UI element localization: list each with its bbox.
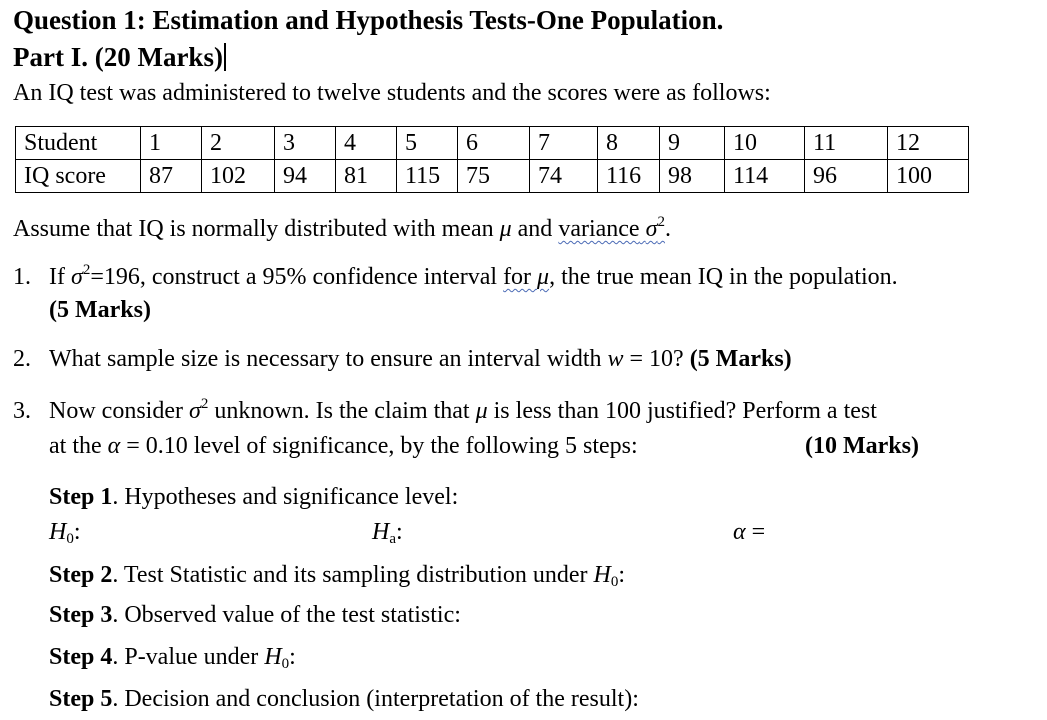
- step-4-label: Step 4: [49, 644, 113, 670]
- q3-text-1: Now consider: [49, 398, 189, 424]
- student-cell: 12: [888, 127, 969, 160]
- alpha-field: [733, 517, 765, 547]
- score-cell: 98: [660, 160, 725, 193]
- step-5: [49, 684, 639, 714]
- student-cell: 9: [660, 127, 725, 160]
- step-2-colon: :: [618, 562, 626, 588]
- score-cell: 100: [888, 160, 969, 193]
- variance-word: variance: [558, 216, 640, 242]
- student-cell: 3: [275, 127, 336, 160]
- q2-text: What sample size is necessary to ensure an interval width: [49, 346, 608, 372]
- question-2-marks: (5 Marks): [689, 346, 792, 372]
- h0-symbol: H: [264, 644, 282, 670]
- score-header-cell: IQ score: [16, 160, 141, 193]
- step-1-text: . Hypotheses and significance level:: [112, 484, 459, 510]
- student-cell: 4: [336, 127, 397, 160]
- score-cell: 81: [336, 160, 397, 193]
- width-symbol: w: [607, 346, 624, 372]
- question-1-number: 1.: [13, 264, 31, 290]
- score-row: [16, 160, 969, 193]
- text-cursor: [224, 43, 226, 71]
- square-exponent: 2: [200, 396, 209, 412]
- for-mu-term: [503, 264, 549, 290]
- h0-subscript: 0: [281, 656, 290, 672]
- score-cell: 115: [397, 160, 458, 193]
- question-2: [13, 344, 792, 374]
- question-2-number: 2.: [13, 346, 31, 372]
- square-exponent: 2: [657, 214, 665, 230]
- square-exponent: 2: [82, 262, 91, 278]
- student-cell: 11: [805, 127, 888, 160]
- student-cell: 1: [141, 127, 202, 160]
- assumption-and: and: [511, 216, 559, 242]
- mu-symbol: μ: [475, 398, 488, 424]
- score-cell: 102: [202, 160, 275, 193]
- question-3-number: 3.: [13, 398, 31, 424]
- step-3: [49, 600, 461, 630]
- h0-colon: :: [73, 519, 81, 545]
- q2-equation: = 10?: [623, 346, 690, 372]
- h0-symbol: H: [593, 562, 611, 588]
- q1-tail: , the true mean IQ in the population.: [549, 264, 898, 290]
- ha-symbol: H: [372, 519, 390, 545]
- intro-text: An IQ test was administered to twelve students and the scores were as follows:: [13, 80, 771, 106]
- question-1-marks: (5 Marks): [49, 297, 151, 323]
- step-5-label: Step 5: [49, 686, 113, 712]
- null-hypothesis-field: [49, 517, 81, 547]
- sigma-symbol: σ: [645, 216, 658, 242]
- student-header-cell: Student: [16, 127, 141, 160]
- step-2-text: . Test Statistic and its sampling distribution under: [112, 562, 594, 588]
- step-2-label: Step 2: [49, 562, 113, 588]
- step-4-text: . P-value under: [112, 644, 265, 670]
- step-3-label: Step 3: [49, 602, 113, 628]
- iq-score-table: [15, 126, 969, 193]
- student-cell: 5: [397, 127, 458, 160]
- alpha-equals: =: [745, 519, 766, 545]
- h0-subscript: 0: [610, 574, 619, 590]
- step-4-colon: :: [289, 644, 296, 670]
- score-cell: 74: [530, 160, 598, 193]
- sigma-symbol: σ: [70, 264, 83, 290]
- score-cell: 96: [805, 160, 888, 193]
- assumption-prefix: Assume that IQ is normally distributed with mean: [13, 216, 500, 242]
- step-4: [49, 642, 296, 672]
- step-5-text: . Decision and conclusion (interpretation of the result):: [112, 686, 639, 712]
- sigma-symbol: σ: [188, 398, 201, 424]
- q1-if: If: [49, 264, 71, 290]
- question-3: [13, 396, 877, 426]
- variance-term: [558, 216, 665, 242]
- score-cell: 114: [725, 160, 805, 193]
- student-cell: 8: [598, 127, 660, 160]
- score-cell: 75: [458, 160, 530, 193]
- q3-text-2: unknown. Is the claim that: [208, 398, 476, 424]
- question-3-marks: (10 Marks): [805, 433, 919, 459]
- step-2: [49, 560, 625, 590]
- mu-symbol: μ: [499, 216, 512, 242]
- score-cell: 87: [141, 160, 202, 193]
- h0-subscript: 0: [66, 531, 74, 547]
- alternative-hypothesis-field: [372, 517, 403, 547]
- q3-line2-a: at the: [49, 433, 108, 459]
- alpha-symbol: α: [107, 433, 121, 459]
- q3-text-3: is less than 100 justified? Perform a test: [487, 398, 877, 424]
- mu-symbol: μ: [537, 264, 550, 290]
- student-cell: 2: [202, 127, 275, 160]
- assumption-text: [13, 214, 671, 244]
- assumption-end: .: [664, 216, 671, 242]
- step-1: [49, 482, 458, 512]
- student-cell: 7: [530, 127, 598, 160]
- ha-colon: :: [396, 519, 403, 545]
- question-title: Question 1: Estimation and Hypothesis Tests-One Population.: [13, 5, 724, 35]
- part-title-text: Part I. (20 Marks): [13, 42, 223, 72]
- step-3-text: . Observed value of the test statistic:: [112, 602, 461, 628]
- score-cell: 116: [598, 160, 660, 193]
- score-cell: 94: [275, 160, 336, 193]
- step-1-label: Step 1: [49, 484, 113, 510]
- question-3-line-2: [49, 431, 638, 461]
- h0-symbol: H: [49, 519, 67, 545]
- part-title: [13, 40, 226, 74]
- student-cell: 6: [458, 127, 530, 160]
- student-row: [16, 127, 969, 160]
- ha-subscript: a: [389, 531, 397, 547]
- for-word: for: [503, 264, 532, 290]
- question-1: [13, 262, 898, 292]
- student-cell: 10: [725, 127, 805, 160]
- alpha-symbol: α: [733, 519, 746, 545]
- q1-text: =196, construct a 95% confidence interval: [90, 264, 504, 290]
- q3-line2-b: = 0.10 level of significance, by the following 5 steps:: [120, 433, 638, 459]
